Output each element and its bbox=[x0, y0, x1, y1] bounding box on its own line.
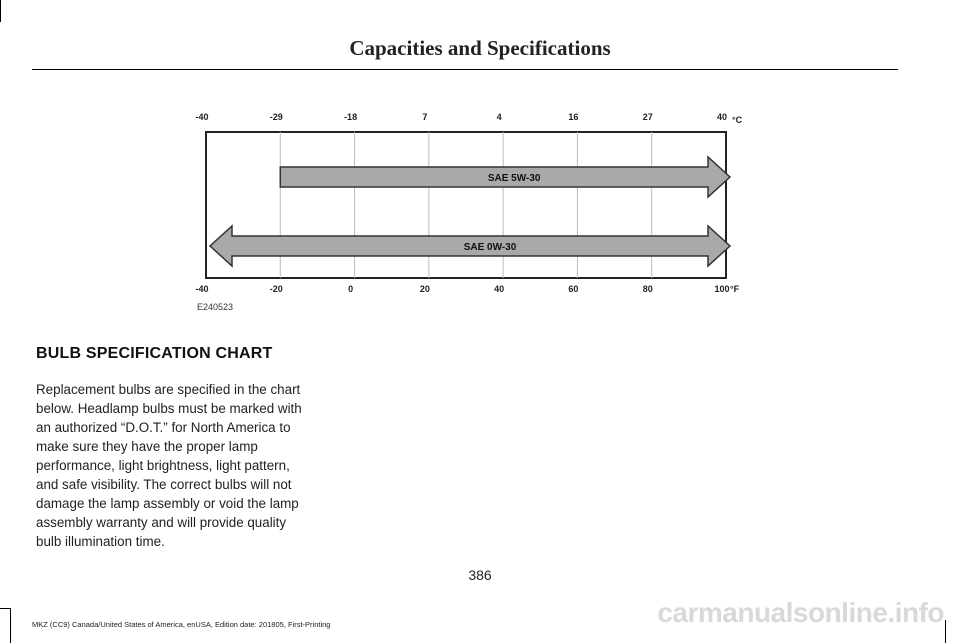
body-line: performance, light brightness, light pattern, bbox=[36, 458, 290, 473]
header-rule bbox=[32, 69, 898, 70]
watermark: carmanualsonline.info bbox=[657, 597, 944, 628]
crop-mark-top-left bbox=[0, 0, 1, 22]
section-heading: BULB SPECIFICATION CHART bbox=[36, 345, 273, 362]
top-tick-label: 7 bbox=[422, 112, 428, 122]
top-tick-label: 4 bbox=[496, 112, 502, 122]
bottom-tick-label: 40 bbox=[494, 284, 505, 294]
page-number: 386 bbox=[468, 567, 492, 583]
body-line: Replacement bulbs are specified in the chart bbox=[36, 382, 301, 397]
bottom-tick-label: -20 bbox=[269, 284, 283, 294]
page-title: Capacities and Specifications bbox=[349, 36, 611, 60]
body-line: below. Headlamp bulbs must be marked with bbox=[36, 401, 302, 416]
bottom-axis-unit: °F bbox=[730, 284, 740, 294]
body-line: an authorized “D.O.T.” for North America to bbox=[36, 420, 291, 435]
body-line: and safe visibility. The correct bulbs will not bbox=[36, 477, 292, 492]
top-tick-label: 27 bbox=[642, 112, 653, 122]
top-tick-label: 16 bbox=[568, 112, 579, 122]
bottom-tick-label: 100 bbox=[714, 284, 730, 294]
body-line: bulb illumination time. bbox=[36, 534, 165, 549]
series-label: SAE 5W-30 bbox=[487, 173, 541, 184]
crop-mark-bottom-right-v bbox=[945, 620, 946, 643]
figure-id: E240523 bbox=[197, 302, 234, 312]
footer-edition-text: MKZ (CC9) Canada/United States of America, enUSA, Edition date: 201805, First-Printing bbox=[32, 620, 331, 629]
top-tick-label: -40 bbox=[195, 112, 209, 122]
bottom-tick-label: 60 bbox=[568, 284, 579, 294]
bottom-tick-label: -40 bbox=[195, 284, 209, 294]
bottom-tick-label: 80 bbox=[642, 284, 653, 294]
bottom-tick-label: 0 bbox=[348, 284, 354, 294]
body-line: damage the lamp assembly or void the lamp bbox=[36, 496, 299, 511]
oil-viscosity-chart bbox=[195, 108, 743, 304]
top-axis-unit: °C bbox=[732, 115, 743, 125]
top-tick-label: -29 bbox=[269, 112, 283, 122]
section-body bbox=[36, 380, 336, 551]
crop-mark-bottom-left-v bbox=[10, 608, 11, 643]
top-tick-label: 40 bbox=[716, 112, 728, 122]
body-line: make sure they have the proper lamp bbox=[36, 439, 258, 454]
body-line: assembly warranty and will provide quality bbox=[36, 515, 287, 530]
series-label: SAE 0W-30 bbox=[463, 242, 517, 253]
crop-mark-bottom-left-h bbox=[0, 608, 11, 609]
top-tick-label: -18 bbox=[344, 112, 358, 122]
bottom-tick-label: 20 bbox=[419, 284, 430, 294]
